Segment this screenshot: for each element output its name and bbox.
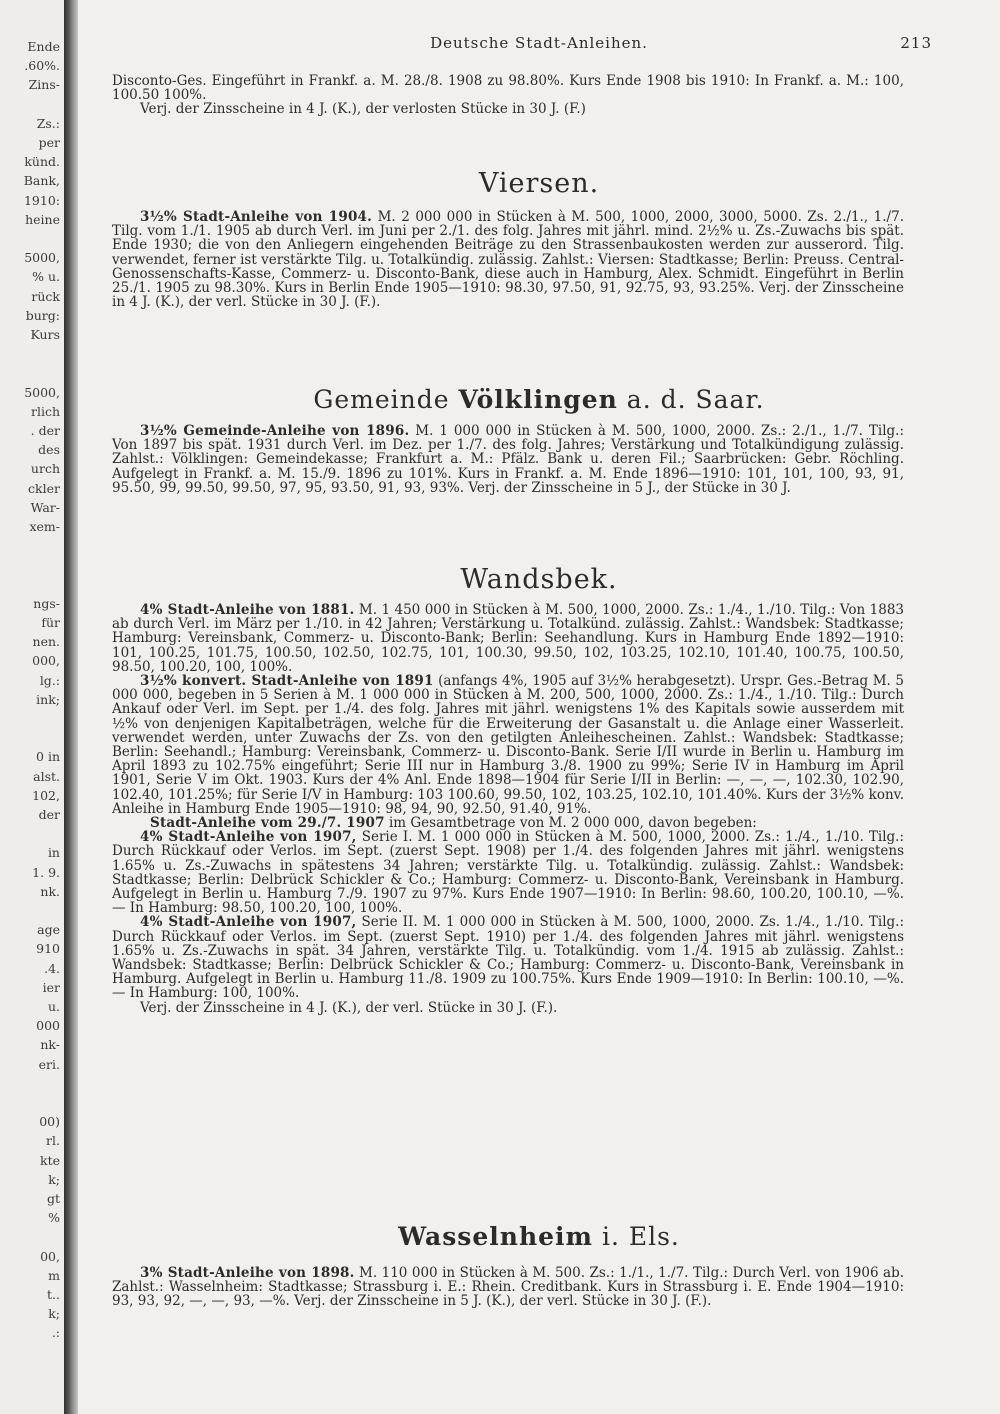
margin-fragment: per	[38, 135, 60, 150]
margin-fragment: rl.	[46, 1133, 60, 1149]
loan-title: 3% Stadt-Anleihe von 1898.	[140, 1265, 355, 1281]
margin-fragment: burg:	[25, 307, 60, 323]
margin-fragment: k;	[48, 1306, 60, 1322]
loan-title: 3½% Stadt-Anleihe von 1904.	[140, 209, 373, 225]
margin-fragment: . der	[30, 423, 60, 438]
running-head	[78, 34, 1000, 54]
margin-fragment: Zins-	[28, 77, 60, 93]
margin-fragment: 000	[36, 1018, 60, 1034]
margin-fragment: 0 in	[36, 749, 60, 765]
margin-fragment: xem-	[29, 519, 60, 534]
paragraph-text: Serie II. M. 1 000 000 in Stücken à M. 500, 1000, 2000. Zs. 1./4., 1./10. Tilg.: Durch Rückkauf oder Verlos. im Sept. (zuerst Sept. 1910) per 1./4. des folgenden Jahres mit jährl. wenigstens 1.65% u. Zs.-Zuwachs in spät. 34 Jahren, verstärkte Tilg. u. Totalkündig. vom 1./4. 1915 ab zulässig. Zahlst.: Wandsbek: Stadtkasse; Berlin: Delbrück Schickler & Co.; Hamburg: Commerz- u. Disconto-Bank, Vereinsbank in Hamburg. Aufgelegt in Berlin u. Hamburg 11./8. 1909 zu 100.75%. Kurs Ende 1909—1910: In Berlin: 100.10, —%. — In Hamburg: 100, 100%.	[112, 914, 904, 1002]
loan-title: 3½% Gemeinde-Anleihe von 1896.	[140, 423, 410, 439]
page	[78, 0, 1000, 1414]
section-heading-voelklingen	[78, 385, 1000, 414]
paragraph-text: Verj. der Zinsscheine in 4 J. (K.), der verlosten Stücke in 30 J. (F.)	[140, 101, 586, 118]
margin-fragment: 1910:	[23, 192, 60, 208]
paragraph	[112, 102, 904, 116]
margin-fragment: age	[37, 922, 60, 938]
margin-fragment: lg.:	[39, 672, 60, 688]
heading-part: i. Els.	[593, 1222, 680, 1251]
paragraph-text: M. 1 000 000 in Stücken à M. 500, 1000, 2000. Zs.: 2./1., 1./7. Tilg.: Von 1897 bis spät. 1931 durch Verl. im Dez. per 1./7. des folg. Jahres; Verstärkung und Totalkündigung zulässig. Zahlst.: Völklingen: Gemeindekasse; Frankfurt a. M.: Pfälz. Bank u. deren Fil.; Saarbrücken: Gebr. Röchling. Aufgelegt in Frankf. a. M. 15./9. 1896 zu 101%. Kurs in Frankf. a. M. Ende 1896—1910: 101, 101, 100, 93, 91, 95.50, 99, 99.50, 99.50, 97, 95, 93.50, 91, 93, 93%. Verj. der Zinsscheine in 5 J., der Stücke in 30 J.	[112, 423, 904, 496]
margin-fragment: %	[48, 1210, 60, 1226]
loan-title: 4% Stadt-Anleihe von 1907,	[140, 829, 357, 846]
margin-fragment: 5000,	[24, 250, 60, 266]
margin-fragment: Kurs	[30, 327, 60, 342]
margin-fragment: heine	[25, 211, 60, 227]
margin-fragment: 5000,	[24, 384, 60, 400]
margin-fragment: Bank,	[23, 173, 60, 189]
margin-fragment: Ende	[27, 39, 60, 54]
margin-fragment: 00,	[40, 1248, 60, 1264]
page-number: 213	[900, 34, 932, 52]
margin-fragment: kte	[40, 1152, 60, 1168]
paragraph-text: Verj. der Zinsscheine in 4 J. (K.), der verl. Stücke in 30 J. (F.).	[140, 999, 558, 1016]
paragraph	[112, 210, 904, 309]
margin-fragment: u.	[47, 999, 60, 1014]
section-body-wandsbek	[112, 603, 904, 1015]
margin-fragment: 1. 9.	[32, 864, 60, 880]
margin-fragment: 00)	[39, 1114, 60, 1130]
margin-fragment: künd.	[24, 154, 60, 170]
paragraph	[112, 603, 904, 674]
margin-fragment: in	[47, 845, 60, 861]
paragraph	[112, 816, 904, 830]
margin-fragment: .:	[51, 1325, 60, 1341]
paragraph	[112, 1001, 904, 1015]
margin-fragment: 910	[36, 941, 60, 957]
paragraph-text: im Gesamtbetrage von M. 2 000 000, davon begeben:	[384, 815, 757, 832]
paragraph-text: M. 110 000 in Stücken à M. 500. Zs.: 1./1., 1./7. Tilg.: Durch Verl. von 1906 ab. Zahlst.: Wasselnheim: Stadtkasse; Strassburg i. E.: Rhein. Creditbank. Kurs in Strassburg i. E. Ende 1904—1910: 93, 93, 92, —, —, 93, —%. Verj. der Zinsscheine in 5 J. (K.), der verl. Stücke in 30 J. (F.).	[112, 1265, 904, 1310]
margin-fragment: der	[38, 807, 60, 822]
paragraph	[112, 1266, 904, 1309]
paragraph-text: Serie I. M. 1 000 000 in Stücken à M. 500, 1000, 2000. Zs.: 1./4., 1./10. Tilg.: Durch Rückkauf oder Verlos. im Sept. (zuerst Sept. 1908) per 1./4. des folgenden Jahres mit jährl. wenigstens 1.65% u. Zs.-Zuwachs in spätestens 34 Jahren; verstärkte Tilg. u. Totalkündig. zulässig. Zahlst.: Wandsbek: Stadtkasse; Berlin: Delbrück Schickler & Co.; Hamburg: Commerz- u. Disconto-Bank, Vereinsbank in Hamburg. Aufgelegt in Berlin u. Hamburg 7./9. 1907 zu 97%. Kurs Ende 1907—1910: In Berlin: 98.60, 100.20, 100.10, —%. — In Hamburg: 98.50, 100.20, 100, 100%.	[112, 829, 904, 917]
margin-fragment: nk.	[40, 883, 60, 899]
margin-fragment: gt	[46, 1191, 60, 1206]
margin-fragment: alst.	[33, 768, 60, 784]
loan-title: 3½% konvert. Stadt-Anleihe von 1891	[140, 673, 434, 690]
paragraph-text: Disconto-Ges. Eingeführt in Frankf. a. M. 28./8. 1908 zu 98.80%. Kurs Ende 1908 bis 1910: In Frankf. a. M.: 100, 100.50 100%.	[112, 73, 904, 104]
margin-fragment: ckler	[28, 480, 60, 496]
book-gutter	[64, 0, 78, 1414]
section-heading-wasselnheim	[78, 1222, 1000, 1251]
margin-fragment: nen.	[32, 634, 60, 650]
margin-fragment: urch	[30, 461, 60, 477]
heading-part-bold: Völklingen	[458, 385, 618, 414]
margin-fragment: k;	[48, 1171, 60, 1187]
margin-fragment: .60%.	[24, 58, 60, 74]
margin-fragment: nk-	[40, 1037, 60, 1053]
paragraph	[112, 424, 904, 495]
paragraph-text: (anfangs 4%, 1905 auf 3½% herabgesetzt). Urspr. Ges.-Betrag M. 5 000 000, begeben in 5 Serien à M. 1 000 000 in Stücken à M. 200, 500, 1000, 2000. Zs.: 1./4., 1./10. Tilg.: Durch Ankauf oder Verl. im Sept. per 1./4. des folg. Jahres mit jährl. wenigstens 1% des Kapitals sowie ausserdem mit ½% von denjenigen Kapitalbeträgen, welche für die Erweiterung der Gasanstalt u. die Anlage einer Wasserleit. verwendet werden, unter Zuwachs der Zs. von den getilgten Anleihescheinen. Zahlst.: Wandsbek: Stadtkasse; Berlin: Seehandl.; Hamburg: Vereinsbank, Commerz- u. Disconto-Bank. Serie I/II wurde in Berlin u. Hamburg im April 1893 zu 102.75% eingeführt; Serie III nur in Hamburg 3./8. 1900 zu 99%; Serie IV in Hamburg im April 1901, Serie V im Okt. 1903. Kurs der 4% Anl. Ende 1898—1904 für Serie I/II in Berlin: —, —, —, 102.30, 102.90, 102.40, 101.25%; für Serie I/V in Hamburg: 103 100.60, 99.50, 102, 103.25, 102.10, 101.40%. Kurs der 3½% konv. Anleihe in Hamburg Ende 1905—1910: 98, 94, 90, 92.50, 91.40, 91%.	[112, 673, 904, 817]
section-body-viersen	[112, 210, 904, 309]
paragraph	[112, 674, 904, 816]
margin-fragment: eri.	[38, 1056, 60, 1072]
heading-part: Gemeinde	[313, 385, 459, 414]
margin-fragment: War-	[30, 499, 60, 515]
loan-title: 4% Stadt-Anleihe von 1881.	[140, 602, 355, 618]
loan-title: Stadt-Anleihe vom 29./7. 1907	[150, 815, 385, 832]
section-body-wasselnheim	[112, 1266, 904, 1309]
continuation-block	[112, 74, 904, 117]
heading-part-bold: Wasselnheim	[398, 1222, 593, 1251]
margin-fragment: Zs.:	[36, 115, 60, 131]
margin-fragment: t..	[47, 1287, 60, 1302]
paragraph-text: M. 1 450 000 in Stücken à M. 500, 1000, 2000. Zs.: 1./4., 1./10. Tilg.: Von 1883 ab durch Verl. im März per 1./10. in 42 Jahren; Verstärkung u. Totalkünd. zulässig. Zahlst.: Wandsbek: Stadtkasse; Hamburg: Vereinsbank, Commerz- u. Disconto-Bank; Berlin: Seehandlung. Kurs in Hamburg Ende 1892—1910: 101, 100.25, 101.75, 100.50, 102.50, 102.75, 101, 100.30, 99.50, 102, 103.25, 102.10, 101.40, 100.75, 100.50, 98.50, 100.20, 100, 100%.	[112, 602, 904, 675]
margin-fragment: des	[38, 442, 60, 458]
heading-part: a. d. Saar.	[617, 385, 765, 414]
margin-fragment: m	[48, 1267, 60, 1283]
section-body-voelklingen	[112, 424, 904, 495]
margin-fragment: 102,	[32, 787, 60, 803]
paragraph	[112, 830, 904, 915]
margin-fragment: % u.	[32, 269, 60, 285]
margin-fragment: ier	[42, 979, 60, 995]
section-heading-viersen: Viersen.	[478, 168, 600, 199]
margin-fragment: ngs-	[33, 595, 60, 611]
paragraph	[112, 915, 904, 1000]
margin-fragment: rück	[31, 288, 60, 304]
paragraph-text: M. 2 000 000 in Stücken à M. 500, 1000, 2000, 3000, 5000. Zs. 2./1., 1./7. Tilg. vom 1./1. 1905 ab durch Verl. im Juni per 2./1. des folg. Jahres mit jährl. mind. 2½% u. Zs.-Zuwachs bis spät. Ende 1930; die von den Anliegern eingehenden Beiträge zu den Strassenbaukosten werden zur ausserord. Tilg. verwendet, ferner ist verstärkte Tilg. u. Totalkündig. zulässig. Zahlst.: Viersen: Stadtkasse; Berlin: Preuss. Central-Genossenschafts-Kasse, Commerz- u. Disconto-Bank, diese auch in Hamburg, Alex. Schmidt. Eingeführt in Berlin 25./1. 1905 zu 98.30%. Kurs in Berlin Ende 1905—1910: 98.30, 97.50, 91, 92.75, 93, 93.25%. Verj. der Zinsscheine in 4 J. (K.), der verl. Stücke in 30 J. (F.).	[112, 209, 904, 311]
paragraph	[112, 74, 904, 102]
loan-title: 4% Stadt-Anleihe von 1907,	[140, 914, 357, 931]
previous-page-margin	[0, 0, 64, 1414]
margin-fragment: 000,	[32, 653, 60, 669]
margin-fragment: .4.	[44, 960, 60, 976]
margin-fragment: ink;	[36, 691, 60, 707]
margin-fragment: rlich	[30, 403, 60, 419]
margin-fragment: für	[41, 615, 60, 630]
section-heading-wandsbek: Wandsbek.	[460, 564, 618, 595]
running-head-title: Deutsche Stadt-Anleihen.	[430, 34, 648, 52]
